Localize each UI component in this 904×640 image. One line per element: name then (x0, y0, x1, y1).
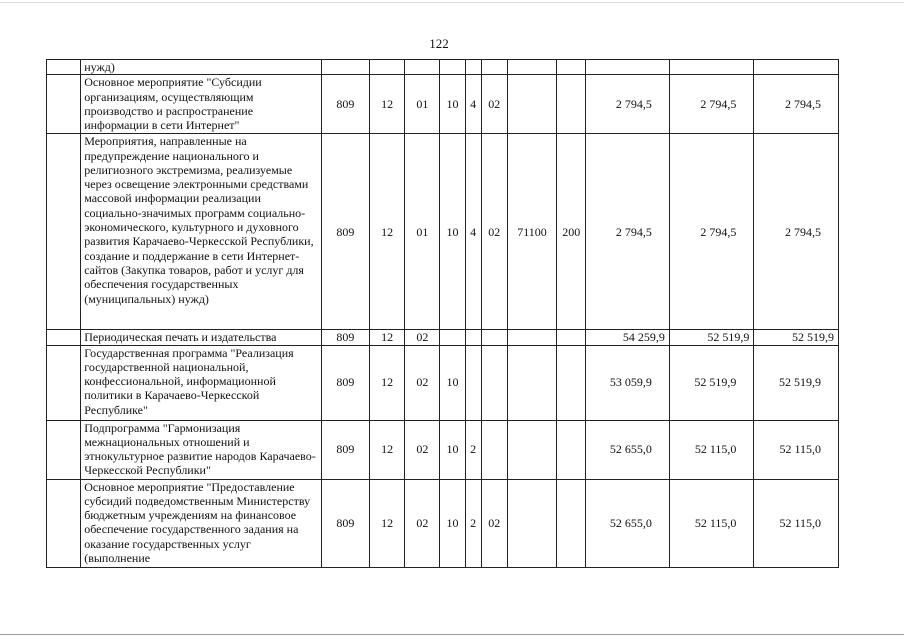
amount-year-3: 2 794,5 (754, 75, 839, 134)
item-name: Подпрограмма "Гармонизация межнациональных отношений и этнокультурное развитие народов Карачаево-Черкесской Республики" (81, 420, 322, 479)
amount-year-2: 2 794,5 (669, 75, 754, 134)
expense-type-code (557, 345, 586, 420)
amount-year-3: 52 519,9 (754, 345, 839, 420)
subsection-code: 02 (405, 479, 440, 567)
activity-code: 02 (481, 75, 507, 134)
amount-year-2: 52 519,9 (669, 330, 754, 345)
ved-code (321, 60, 369, 75)
row-number-cell (47, 330, 81, 345)
subprogram-code (465, 345, 481, 420)
section-code: 12 (370, 345, 405, 420)
subsection-code (405, 60, 440, 75)
amount-year-1: 53 059,9 (586, 345, 670, 420)
amount-year-2: 52 115,0 (669, 479, 754, 567)
ved-code: 809 (321, 345, 369, 420)
activity-code (481, 330, 507, 345)
expense-type-code (557, 330, 586, 345)
activity-code (481, 60, 507, 75)
page-number: 122 (429, 36, 449, 51)
subsection-code: 02 (405, 420, 440, 479)
amount-year-1: 2 794,5 (586, 75, 670, 134)
subprogram-code (465, 60, 481, 75)
item-name: Периодическая печать и издательства (81, 330, 322, 345)
program-code: 10 (440, 345, 465, 420)
amount-year-1: 52 655,0 (586, 479, 670, 567)
table-row (47, 345, 839, 420)
amount-year-2: 2 794,5 (669, 134, 754, 330)
activity-code: 02 (481, 479, 507, 567)
subsection-code: 02 (405, 330, 440, 345)
section-code: 12 (370, 134, 405, 330)
direction-code (507, 345, 556, 420)
subprogram-code: 4 (465, 75, 481, 134)
row-number-cell (47, 479, 81, 567)
table-row (47, 330, 839, 345)
activity-code: 02 (481, 134, 507, 330)
subprogram-code (465, 330, 481, 345)
direction-code (507, 330, 556, 345)
direction-code (507, 420, 556, 479)
table-row (47, 60, 839, 75)
subsection-code: 01 (405, 75, 440, 134)
section-code: 12 (370, 420, 405, 479)
subsection-code: 01 (405, 134, 440, 330)
amount-year-2: 52 115,0 (669, 420, 754, 479)
amount-year-1 (586, 60, 670, 75)
program-code: 10 (440, 75, 465, 134)
amount-year-1: 52 655,0 (586, 420, 670, 479)
expense-type-code: 200 (557, 134, 586, 330)
expense-type-code (557, 75, 586, 134)
ved-code: 809 (321, 75, 369, 134)
amount-year-3 (754, 60, 839, 75)
row-number-cell (47, 134, 81, 330)
activity-code (481, 345, 507, 420)
section-code: 12 (370, 330, 405, 345)
ved-code: 809 (321, 479, 369, 567)
subprogram-code: 4 (465, 134, 481, 330)
program-code: 10 (440, 479, 465, 567)
item-name: Основное мероприятие "Предоставление субсидий подведомственным Министерству бюджетным учреждениям на финансовое обеспечение государственного задания на оказание государственных услуг (выполнение (81, 479, 322, 567)
row-number-cell (47, 60, 81, 75)
amount-year-1: 54 259,9 (586, 330, 670, 345)
row-number-cell (47, 345, 81, 420)
program-code (440, 60, 465, 75)
table-row (47, 420, 839, 479)
program-code: 10 (440, 420, 465, 479)
program-code: 10 (440, 134, 465, 330)
row-number-cell (47, 75, 81, 134)
section-code (370, 60, 405, 75)
table-row (47, 75, 839, 134)
table-row (47, 479, 839, 567)
table-row (47, 134, 839, 330)
item-name: Государственная программа "Реализация государственной национальной, конфессиональной, информационной политики в Карачаево-Черкесской Республике" (81, 345, 322, 420)
amount-year-3: 52 115,0 (754, 420, 839, 479)
subsection-code: 02 (405, 345, 440, 420)
ved-code: 809 (321, 420, 369, 479)
ved-code: 809 (321, 134, 369, 330)
activity-code (481, 420, 507, 479)
amount-year-2: 52 519,9 (669, 345, 754, 420)
section-code: 12 (370, 479, 405, 567)
direction-code: 71100 (507, 134, 556, 330)
direction-code (507, 75, 556, 134)
direction-code (507, 479, 556, 567)
program-code (440, 330, 465, 345)
expense-type-code (557, 60, 586, 75)
item-name: нужд) (81, 60, 322, 75)
direction-code (507, 60, 556, 75)
subprogram-code: 2 (465, 479, 481, 567)
scan-edge-top (0, 2, 904, 3)
budget-table (46, 59, 839, 568)
amount-year-1: 2 794,5 (586, 134, 670, 330)
amount-year-3: 2 794,5 (754, 134, 839, 330)
amount-year-3: 52 519,9 (754, 330, 839, 345)
ved-code: 809 (321, 330, 369, 345)
expense-type-code (557, 479, 586, 567)
row-number-cell (47, 420, 81, 479)
section-code: 12 (370, 75, 405, 134)
amount-year-3: 52 115,0 (754, 479, 839, 567)
item-name: Основное мероприятие "Субсидии организациям, осуществляющим производство и распространение информации в сети Интернет" (81, 75, 322, 134)
amount-year-2 (669, 60, 754, 75)
scan-edge-bottom (0, 634, 904, 635)
item-name: Мероприятия, направленные на предупреждение национального и религиозного экстремизма, реализуемые через освещение электронными средствами массовой информации реализации социально-значимых программ социально-экономического, культурного и духовного развития Карачаево-Черкесской Республики, создание и поддержание в сети Интернет-сайтов (Закупка товаров, работ и услуг для обеспечения государственных (муниципальных) нужд) (81, 134, 322, 330)
expense-type-code (557, 420, 586, 479)
subprogram-code: 2 (465, 420, 481, 479)
